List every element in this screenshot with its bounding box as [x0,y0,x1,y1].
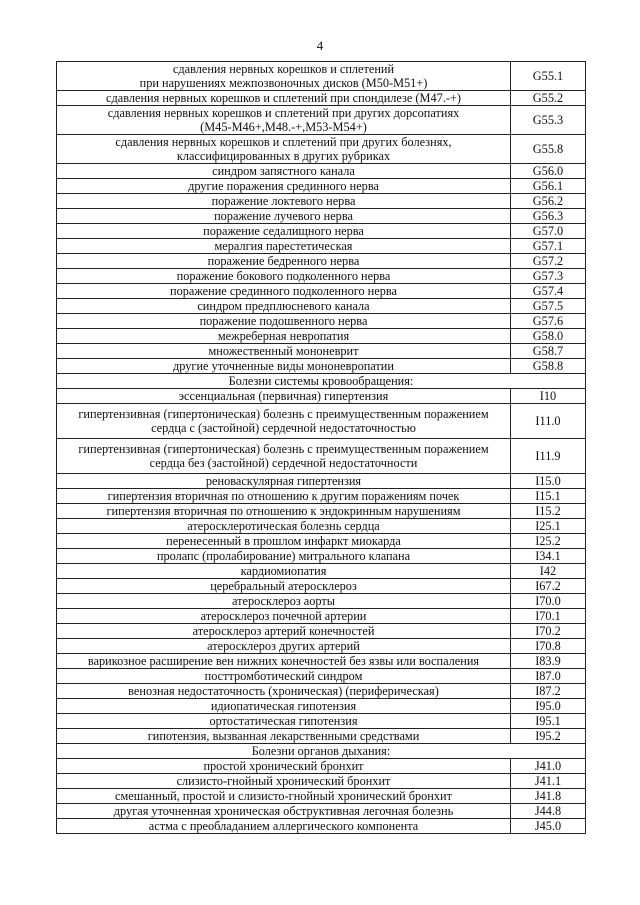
disease-name-cell [57,594,511,609]
disease-name-cell [57,254,511,269]
table-row [57,91,586,106]
disease-name-line: сдавления нервных корешков и сплетений при других болезнях, [115,135,452,149]
disease-name-line: гипертензия вторичная по отношению к другим поражениям почек [107,489,460,503]
table-row [57,254,586,269]
icd-code-cell: G55.1 [511,62,586,91]
disease-name-line: поражение срединного подколенного нерва [170,284,397,298]
table-row [57,729,586,744]
table-row [57,284,586,299]
table-row [57,389,586,404]
icd-code-cell: I95.0 [511,699,586,714]
disease-name-cell [57,439,511,474]
icd-code-cell: J44.8 [511,804,586,819]
table-row [57,344,586,359]
table-row [57,654,586,669]
icd-code-cell: I25.2 [511,534,586,549]
page-number: 4 [316,38,324,53]
disease-name-line: атеросклеротическая болезнь сердца [187,519,380,533]
disease-name-line: синдром запястного канала [212,164,355,178]
icd-code-cell: G57.4 [511,284,586,299]
disease-name-line: мералгия парестетическая [214,239,353,253]
disease-name-line: сдавления нервных корешков и сплетений при других дорсопатиях [107,106,460,120]
disease-name-cell [57,91,511,106]
icd-code-cell: J45.0 [511,819,586,834]
table-row [57,669,586,684]
disease-name-line: астма с преобладанием аллергического компонента [148,819,419,833]
table-row [57,209,586,224]
disease-name-cell [57,106,511,135]
icd-code-cell: G57.5 [511,299,586,314]
disease-name-line: другая уточненная хроническая обструктивная легочная болезнь [113,804,454,818]
icd-code-cell: I11.9 [511,439,586,474]
disease-name-line: гипертензивная (гипертоническая) болезнь с преимущественным поражением [78,407,489,421]
icd-code-cell: G58.7 [511,344,586,359]
disease-name-line: посттромботический синдром [204,669,363,683]
disease-name-cell [57,804,511,819]
icd-code-cell: I70.1 [511,609,586,624]
table-row [57,579,586,594]
disease-name-cell [57,654,511,669]
disease-name-line: варикозное расширение вен нижних конечностей без язвы или воспаления [87,654,480,668]
table-row [57,329,586,344]
disease-name-line: гипертензивная (гипертоническая) болезнь с преимущественным поражением [78,442,489,456]
icd-code-cell: G55.3 [511,106,586,135]
disease-name-line: пролапс (пролабирование) митрального клапана [156,549,411,563]
icd-code-cell: G58.0 [511,329,586,344]
disease-name-cell [57,819,511,834]
icd-code-cell: G55.2 [511,91,586,106]
disease-name-line: атеросклероз почечной артерии [200,609,367,623]
icd-code-cell: I15.2 [511,504,586,519]
disease-name-line: поражение бедренного нерва [207,254,360,268]
icd-code-cell: I67.2 [511,579,586,594]
disease-name-line: эссенциальная (первичная) гипертензия [178,389,389,403]
section-header-row [57,744,586,759]
table-row [57,224,586,239]
disease-name-line: атеросклероз аорты [231,594,336,608]
disease-name-cell [57,239,511,254]
disease-name-cell [57,314,511,329]
disease-name-line: сердца без (застойной) сердечной недостаточности [149,456,418,470]
table-row [57,564,586,579]
disease-name-cell [57,609,511,624]
disease-name-line: другие поражения срединного нерва [188,179,379,193]
table-row [57,624,586,639]
disease-name-line: при нарушениях межпозвоночных дисков (M50-M51+) [139,76,428,90]
disease-name-line: поражение подошвенного нерва [199,314,368,328]
icd-code-cell: I95.2 [511,729,586,744]
table-row [57,404,586,439]
disease-name-line: атеросклероз других артерий [207,639,360,653]
table-row [57,164,586,179]
section-title: Болезни органов дыхания: [57,744,586,759]
disease-name-line: идиопатическая гипотензия [210,699,357,713]
disease-name-line: смешанный, простой и слизисто-гнойный хронический бронхит [115,789,452,803]
icd-code-cell: J41.8 [511,789,586,804]
disease-name-line: сдавления нервных корешков и сплетений [172,62,395,76]
section-title: Болезни системы кровообращения: [57,374,586,389]
disease-name-line: ортостатическая гипотензия [209,714,358,728]
icd-code-cell: G57.6 [511,314,586,329]
icd-code-cell: G57.2 [511,254,586,269]
disease-name-line: синдром предплюсневого канала [197,299,370,313]
table-row [57,594,586,609]
disease-name-cell [57,639,511,654]
icd-code-cell: I11.0 [511,404,586,439]
table-row [57,314,586,329]
table-row [57,179,586,194]
table-row [57,299,586,314]
table-body [57,62,586,834]
disease-name-cell [57,504,511,519]
disease-name-line: сердца с (застойной) сердечной недостаточностью [151,421,416,435]
disease-name-line: сдавления нервных корешков и сплетений при спондилезе (M47.-+) [106,91,461,105]
disease-name-line: поражение лучевого нерва [214,209,353,223]
table-row [57,474,586,489]
table-row [57,269,586,284]
icd-code-cell: J41.0 [511,759,586,774]
disease-name-cell [57,759,511,774]
disease-name-cell [57,699,511,714]
icd-code-cell: I15.1 [511,489,586,504]
icd-code-cell: I10 [511,389,586,404]
disease-name-cell [57,284,511,299]
icd-code-cell: G56.0 [511,164,586,179]
disease-name-line: гипотензия, вызванная лекарственными средствами [147,729,420,743]
disease-name-cell [57,519,511,534]
table-row [57,804,586,819]
table-row [57,135,586,164]
disease-name-line: другие уточненные виды мононевропатии [173,359,394,373]
disease-name-cell [57,329,511,344]
disease-name-cell [57,714,511,729]
table-row [57,684,586,699]
disease-name-cell [57,489,511,504]
disease-name-cell [57,789,511,804]
disease-name-line: множественный мононеврит [208,344,359,358]
disease-name-cell [57,474,511,489]
icd-code-cell: I15.0 [511,474,586,489]
icd-code-cell: I95.1 [511,714,586,729]
disease-name-cell [57,344,511,359]
disease-name-cell [57,564,511,579]
icd-code-cell: G56.1 [511,179,586,194]
table-row [57,106,586,135]
disease-name-line: перенесенный в прошлом инфаркт миокарда [166,534,401,548]
disease-name-cell [57,269,511,284]
disease-name-line: поражение локтевого нерва [211,194,356,208]
disease-name-line: слизисто-гнойный хронический бронхит [176,774,391,788]
icd-code-cell: I70.0 [511,594,586,609]
disease-name-cell [57,549,511,564]
disease-name-cell [57,774,511,789]
disease-name-cell [57,684,511,699]
icd-code-cell: I70.2 [511,624,586,639]
disease-name-cell [57,669,511,684]
disease-name-line: атеросклероз артерий конечностей [192,624,375,638]
disease-name-cell [57,209,511,224]
disease-name-cell [57,179,511,194]
icd-code-cell: I70.8 [511,639,586,654]
disease-name-line: простой хронический бронхит [203,759,364,773]
icd-code-cell: G57.0 [511,224,586,239]
table-row [57,439,586,474]
table-row [57,504,586,519]
table-row [57,774,586,789]
table-row [57,819,586,834]
icd-code-cell: G56.3 [511,209,586,224]
table-row [57,194,586,209]
disease-name-line: церебральный атеросклероз [210,579,357,593]
table-row [57,609,586,624]
disease-name-cell [57,359,511,374]
table-row [57,519,586,534]
table-row [57,714,586,729]
disease-name-line: венозная недостаточность (хроническая) (периферическая) [128,684,439,698]
table-row [57,534,586,549]
disease-name-cell [57,729,511,744]
disease-name-line: гипертензия вторичная по отношению к эндокринным нарушениям [106,504,461,518]
icd-code-cell: I87.2 [511,684,586,699]
table-row [57,489,586,504]
icd-code-cell: G57.3 [511,269,586,284]
table-row [57,239,586,254]
disease-name-cell [57,404,511,439]
disease-name-line: реноваскулярная гипертензия [205,474,362,488]
icd-code-cell: G58.8 [511,359,586,374]
icd-code-cell: G55.8 [511,135,586,164]
disease-name-cell [57,62,511,91]
icd-code-cell: G56.2 [511,194,586,209]
disease-name-cell [57,579,511,594]
icd-code-cell: G57.1 [511,239,586,254]
table-row [57,759,586,774]
disease-name-line: (M45-M46+,M48.-+,M53-M54+) [200,120,367,134]
disease-name-line: поражение бокового подколенного нерва [176,269,391,283]
disease-name-line: классифицированных в других рубриках [176,149,391,163]
diagnosis-code-table [56,61,586,834]
disease-name-cell [57,135,511,164]
disease-name-cell [57,194,511,209]
table-row [57,359,586,374]
icd-code-cell: I25.1 [511,519,586,534]
icd-code-cell: I34.1 [511,549,586,564]
disease-name-cell [57,534,511,549]
disease-name-cell [57,224,511,239]
disease-name-cell [57,164,511,179]
disease-name-cell [57,299,511,314]
section-header-row [57,374,586,389]
disease-name-line: межреберная невропатия [217,329,350,343]
table-row [57,789,586,804]
disease-name-line: кардиомиопатия [240,564,327,578]
table-row [57,639,586,654]
table-row [57,699,586,714]
disease-name-cell [57,624,511,639]
table-row [57,62,586,91]
disease-name-line: поражение седалищного нерва [203,224,364,238]
icd-code-cell: I87.0 [511,669,586,684]
table-row [57,549,586,564]
icd-code-cell: J41.1 [511,774,586,789]
icd-code-cell: I83.9 [511,654,586,669]
icd-code-cell: I42 [511,564,586,579]
disease-name-cell [57,389,511,404]
